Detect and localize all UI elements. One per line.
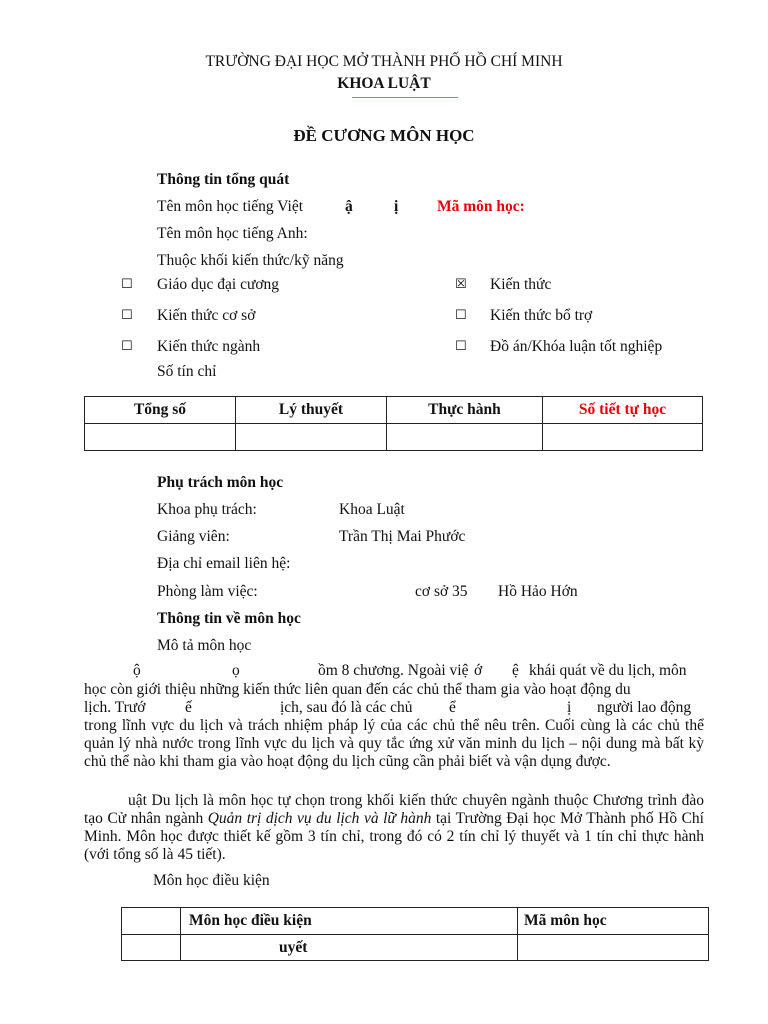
para2-text-a: uật Du lịch là môn học tự chọn trong khối kiến thức chuyên ngành thuộc Chương trình đào tạo Cử nhân ngành — [84, 792, 704, 827]
prereq-cell-blank — [122, 935, 181, 961]
course-name-vi-fragment-2: ị — [394, 198, 399, 215]
checkbox-label-knowledge: Kiến thức — [490, 276, 552, 293]
credits-cell-theory — [236, 424, 387, 451]
program-name: Quản trị dịch vụ du lịch và lữ hành — [207, 810, 432, 827]
credits-header-theory: Lý thuyết — [236, 397, 387, 424]
office-value-campus: cơ sở 35 — [415, 583, 468, 600]
credits-header-self-study: Số tiết tự học — [543, 397, 703, 424]
para1-line2 — [84, 681, 704, 699]
para2-text-b: tại Trường Đại học Mở Thành phố Hồ Chí Minh. Môn học được thiết kế gồm 3 tín chỉ, trong đó có 2 tín chỉ lý thuyết và 1 tín chỉ thực hành (với tổng số là 45 tiết). — [84, 810, 704, 863]
para1-text-a: học còn giới thiệu những kiến thức liên quan đến các chủ thể tham gia vào hoạt động du — [84, 681, 631, 698]
para1-fragment-d: ệ — [512, 662, 519, 679]
lecturer-value: Trần Thị Mai Phước — [339, 528, 466, 545]
checkbox-label-major: Kiến thức ngành — [157, 338, 261, 355]
checkbox-label-supplementary: Kiến thức bổ trợ — [490, 307, 593, 324]
checkbox-general-education[interactable]: ☐ — [121, 277, 133, 292]
para1-line1-end: khái quát về du lịch, môn — [529, 662, 687, 679]
credits-header-practice: Thực hành — [387, 397, 543, 424]
university-name: TRƯỜNG ĐẠI HỌC MỞ THÀNH PHỐ HỒ CHÍ MINH — [205, 53, 563, 70]
credits-cell-practice — [387, 424, 543, 451]
prereq-header-course: Môn học điều kiện — [181, 908, 518, 935]
course-name-en-label: Tên môn học tiếng Anh: — [157, 225, 308, 242]
checkbox-label-general-education: Giáo dục đại cương — [157, 276, 280, 293]
prereq-cell-course: uyết — [181, 935, 518, 961]
para1-fragment-e: ế — [185, 699, 192, 716]
knowledge-block-label: Thuộc khối kiến thức/kỹ năng — [157, 252, 344, 269]
lecturer-label: Giảng viên: — [157, 528, 230, 545]
course-name-vi-fragment-1: ậ — [345, 198, 353, 215]
para1-fragment-c: ớ — [474, 662, 483, 679]
checkbox-label-foundation: Kiến thức cơ sở — [157, 307, 256, 324]
section-heading-general: Thông tin tổng quát — [157, 171, 290, 188]
office-label: Phòng làm việc: — [157, 583, 258, 600]
credits-table — [84, 396, 703, 451]
checkbox-label-thesis: Đồ án/Khóa luận tốt nghiệp — [490, 338, 663, 355]
email-label: Địa chỉ email liên hệ: — [157, 555, 291, 572]
checkbox-thesis[interactable]: ☐ — [455, 339, 467, 354]
credits-cell-total — [85, 424, 236, 451]
para1-fragment-a: ộ — [133, 662, 141, 679]
para1-line1: ồm 8 chương. Ngoài việ — [318, 662, 469, 679]
para1-text-c-head: người lao động — [597, 699, 692, 716]
para1-fragment-g: ị — [567, 699, 572, 716]
para1-fragment-b: ọ — [232, 662, 240, 679]
credits-label: Số tín chỉ — [157, 363, 217, 380]
checkbox-foundation[interactable]: ☐ — [121, 308, 133, 323]
description-label: Mô tả môn học — [157, 637, 252, 654]
credits-cell-self-study — [543, 424, 703, 451]
para1-text-c — [84, 717, 704, 771]
para1-text-b: ịch, sau đó là các chủ — [280, 699, 413, 716]
para2 — [84, 792, 704, 864]
prereq-header-code: Mã môn học — [518, 908, 709, 935]
credits-header-total: Tổng số — [85, 397, 236, 424]
faculty-name: KHOA LUẬT — [337, 75, 431, 92]
para1-fragment-f: ể — [449, 699, 456, 716]
checkbox-supplementary[interactable]: ☐ — [455, 308, 467, 323]
checkbox-major[interactable]: ☐ — [121, 339, 133, 354]
department-label: Khoa phụ trách: — [157, 501, 257, 518]
para1-text-c-body: trong lĩnh vực du lịch và trách nhiệm pháp lý của các chủ thể nêu trên. Cuối cùng là các chủ thể quản lý nhà nước trong lĩnh vực du lịch và quy tắc ứng xử văn minh du lịch – nội dung mà bất kỳ chủ thể nào khi tham gia vào hoạt động du lịch cũng cần phải biết và vận dụng được. — [84, 717, 704, 770]
department-value: Khoa Luật — [339, 501, 405, 518]
prereq-header-blank — [122, 908, 181, 935]
section-heading-course: Thông tin về môn học — [157, 610, 301, 627]
document-title: ĐỀ CƯƠNG MÔN HỌC — [293, 126, 475, 145]
checkbox-knowledge[interactable]: ☒ — [455, 277, 467, 292]
section-heading-staff: Phụ trách môn học — [157, 474, 284, 491]
prereq-label: Môn học điều kiện — [153, 872, 270, 889]
para1-line3-start: lịch. Trướ — [84, 699, 146, 716]
course-code-label: Mã môn học: — [437, 198, 525, 215]
course-name-vi-label: Tên môn học tiếng Việt — [157, 198, 304, 215]
prereq-table — [121, 907, 709, 961]
header-underline — [352, 97, 458, 98]
office-value-street: Hồ Hảo Hớn — [498, 583, 578, 600]
prereq-cell-code — [518, 935, 709, 961]
